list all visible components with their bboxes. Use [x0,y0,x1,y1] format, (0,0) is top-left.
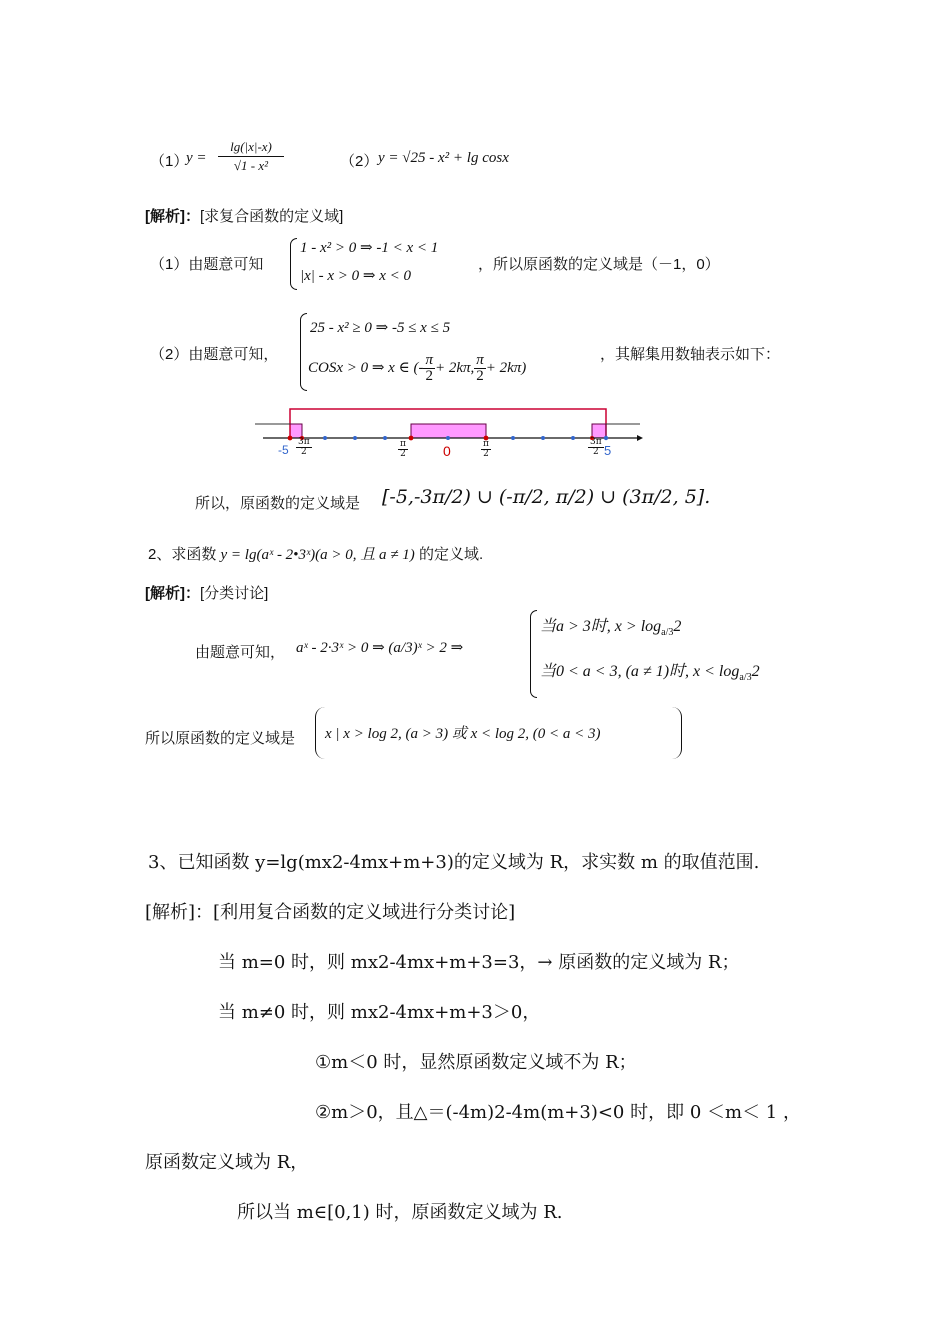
sol1-brace [290,238,297,290]
part1-denominator: √1 - x² [233,158,269,173]
sol2-conclusion: ，其解集用数轴表示如下： [600,346,781,363]
tick-den: 2 [400,449,406,459]
sol2-line2-c: + 2kπ) [485,359,527,376]
sol2-brace [300,313,307,391]
problem2-title-prefix: 2、求函数 [148,546,217,563]
problem1-result-prefix: 所以，原函数的定义域是 [195,495,361,512]
problem3-title: 3、已知函数 y=lg(mx2-4mx+m+3)的定义域为 R，求实数 m 的取值范围. [148,852,760,873]
problem2-case1 [540,613,681,638]
axis-label-pos3pi2 [588,438,604,457]
problem1-part1-y: y = [186,150,207,166]
tick-num: π [400,439,406,449]
problem1-analysis [145,205,343,226]
axis-dot [446,436,450,440]
problem1-part2-label: （2） [340,153,379,170]
problem3-line2: 当 m≠0 时，则 mx2-4mx+m+3＞0， [218,1002,541,1023]
problem3-line1: 当 m=0 时，则 mx2-4mx+m+3=3，→ 原函数的定义域为 R； [218,952,740,973]
interval-middle [411,424,486,438]
tick-den: 2 [300,447,307,457]
analysis-tag: [解析]： [145,585,200,602]
problem1-sol1-label: （1）由题意可知 [150,256,264,273]
sol2-line2-a: COSx > 0 ⇒ x ∈ (- [308,359,424,376]
axis-label-neg5: -5 [278,443,289,457]
interval-left [290,424,302,438]
part1-numerator: lg(|x|-x) [218,138,284,157]
problem2-title-formula: y = lg(aˣ - 2•3ˣ)(a > 0, 且 a ≠ 1) [220,547,415,563]
frac-pi-num-2: π [476,352,484,368]
problem2-title [148,543,483,564]
axis-dot-red [409,436,414,441]
problem2-sol-formula: aˣ - 2·3ˣ > 0 ⇒ (a/3)ˣ > 2 ⇒ [296,640,464,656]
frac-pi-den-2: 2 [476,368,484,384]
problem3-line4: ②m＞0，且△＝(-4m)2-4m(m+3)<0 时，即 0 ＜m＜ 1 ， [315,1102,801,1123]
problem3-line6: 所以当 m∈[0,1) 时，原函数定义域为 R. [237,1202,563,1223]
axis-dot [383,436,387,440]
axis-label-pos5: 5 [604,443,612,458]
case2-tail: 2 [751,663,760,680]
problem1-part2-formula: y = √25 - x² + lg cosx [378,150,509,166]
problem3-line5: 原函数定义域为 R， [145,1152,309,1173]
axis-dot [541,436,545,440]
tick-num: 3π [298,437,310,447]
tick-num: π [483,439,489,449]
case2-text: 当0 < a < 3, (a ≠ 1)时, x < log [540,663,740,680]
problem2-result-formula: x | x > log 2, (a > 3) 或 x < log 2, (0 < a < 3) [325,726,601,742]
problem1-result-formula: [-5,-3π/2) ∪ (-π/2, π/2) ∪ (3π/2, 5]. [382,486,711,508]
sol2-line2-b: + 2kπ, [434,359,475,376]
case2-log-base: a/3 [739,672,752,684]
problem2-brace [530,610,537,698]
problem1-sol2-label: （2）由题意可知， [150,346,279,363]
sol1-line1: 1 - x² > 0 ⇒ -1 < x < 1 [300,240,439,256]
analysis-title: [求复合函数的定义域] [200,208,344,225]
problem2-case2 [540,658,760,683]
sol2-line1: 25 - x² ≥ 0 ⇒ -5 ≤ x ≤ 5 [310,320,451,336]
axis-dot [571,436,575,440]
problem1-part1-fraction [218,138,284,175]
axis-dot [604,436,608,440]
axis-dot [511,436,515,440]
frac-pi-num-1: π [425,352,433,368]
problem3-line3: ①m＜0 时，显然原函数定义域不为 R； [315,1052,637,1073]
axis-label-pi2 [481,440,491,459]
analysis-title: [分类讨论] [200,585,269,602]
case1-tail: 2 [673,618,682,635]
problem2-title-suffix: 的定义域. [418,546,484,563]
problem2-result-prefix: 所以原函数的定义域是 [145,730,296,747]
sol1-line2: |x| - x > 0 ⇒ x < 0 [300,268,412,284]
case1-log-base: a/3 [661,627,674,639]
tick-den: 2 [592,447,599,457]
problem1-part1-label: （1） [150,153,189,170]
sol1-conclusion: ，所以原函数的定义域是（－1，0） [478,256,720,273]
axis-dot [323,436,327,440]
axis-arrow [637,435,643,441]
axis-dot-red [288,436,293,441]
tick-den: 2 [483,449,489,459]
axis-label-neg3pi2 [296,438,312,457]
axis-label-negpi2 [398,440,408,459]
axis-label-zero: 0 [443,443,451,459]
sol2-line2 [308,353,526,384]
case1-text: 当a > 3时, x > log [540,618,662,635]
problem3-analysis: [解析]：[利用复合函数的定义域进行分类讨论] [145,902,516,923]
frac-pi-den-1: 2 [425,368,433,384]
tick-num: 3π [590,437,602,447]
problem2-sol-label: 由题意可知， [195,644,286,661]
interval-right [592,424,606,438]
axis-dot [353,436,357,440]
problem2-analysis [145,582,268,603]
analysis-tag: [解析]： [145,208,200,225]
